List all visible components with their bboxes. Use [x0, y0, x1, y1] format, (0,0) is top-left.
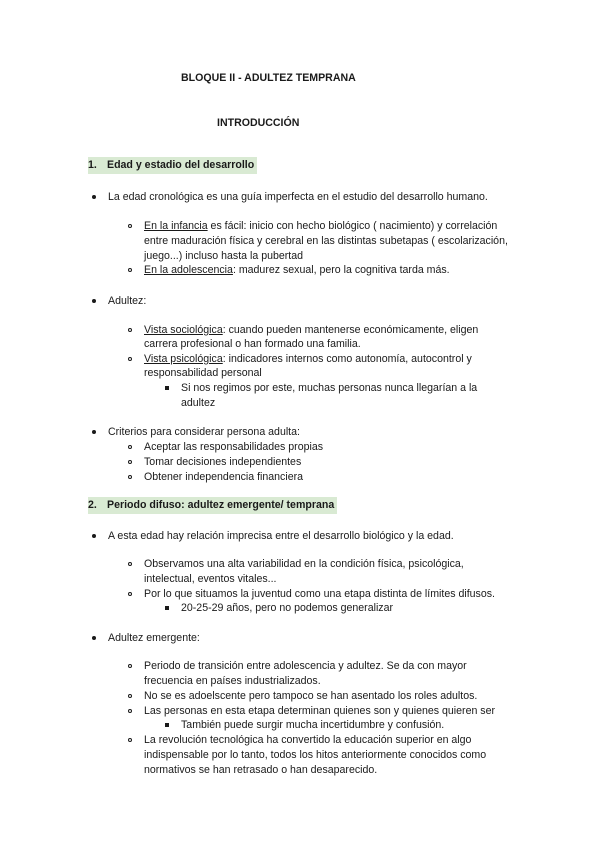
- s1-bullet-2: Adultez:: [108, 295, 147, 307]
- bullet-ring-icon: [128, 445, 132, 449]
- section-1-heading: [88, 157, 257, 174]
- s1-bullet-1: La edad cronológica es una guía imperfecta en el estudio del desarrollo humano.: [108, 191, 488, 203]
- bullet-ring-icon: [128, 268, 132, 272]
- section-2-heading: [88, 497, 337, 514]
- underlined-term: En la infancia: [144, 220, 208, 232]
- bullet-ring-icon: [128, 562, 132, 566]
- bullet-square-icon: [165, 723, 169, 727]
- s1-square-item: Si nos regimos por este, muchas personas nunca llegarían a la: [181, 382, 478, 394]
- text-span: es fácil: inicio con hecho biológico ( nacimiento) y correlación: [207, 220, 498, 232]
- criteria-item: Aceptar las responsabilidades propias: [144, 441, 324, 453]
- bullet-ring-icon: [128, 592, 132, 596]
- criteria-item: Tomar decisiones independientes: [144, 456, 302, 468]
- s1-sub-adolescencia: [144, 263, 450, 277]
- s2-square-incertidumbre: También puede surgir mucha incertidumbre y confusión.: [181, 719, 445, 731]
- bullet-ring-icon: [128, 357, 132, 361]
- bullet-ring-icon: [128, 738, 132, 742]
- bullet-ring-icon: [128, 694, 132, 698]
- bullet-dot-icon: [92, 534, 96, 538]
- s1-sub-sociologica: [144, 323, 478, 337]
- s2-sub-tecnologia-line3: normativos se han retrasado o han desaparecido.: [144, 764, 378, 776]
- s1-bullet-3: Criterios para considerar persona adulta:: [108, 426, 300, 438]
- criteria-item: Obtener independencia financiera: [144, 471, 304, 483]
- s2-sub-tecnologia-line2: indispensable por lo tanto, todos los hitos anteriormente conocidos como: [144, 749, 487, 761]
- bullet-dot-icon: [92, 195, 96, 199]
- s1-sub-psicologica: [144, 352, 472, 366]
- bullet-dot-icon: [92, 299, 96, 303]
- s2-square-edades: 20-25-29 años, pero no podemos generalizar: [181, 602, 394, 614]
- s2-bullet-2: Adultez emergente:: [108, 632, 200, 644]
- section-2-number: 2.: [88, 499, 97, 511]
- bullet-ring-icon: [128, 475, 132, 479]
- bullet-ring-icon: [128, 664, 132, 668]
- s1-square-item-line2: adultez: [181, 397, 216, 409]
- s2-sub-variabilidad: Observamos una alta variabilidad en la condición física, psicológica,: [144, 558, 464, 570]
- s2-sub-transicion-line2: frecuencia en países industrializados.: [144, 675, 321, 687]
- s1-sub-sociologica-line2: carrera profesional o han formado una familia.: [144, 338, 361, 350]
- introduction-heading: INTRODUCCIÓN: [217, 117, 300, 129]
- section-1-number: 1.: [88, 159, 97, 171]
- s1-sub-infancia-line2: entre maduración física y cerebral en las distintas subetapas ( escolarización,: [144, 235, 508, 247]
- s1-sub-infancia-line3: juego...) incluso hasta la pubertad: [144, 250, 304, 262]
- bullet-ring-icon: [128, 224, 132, 228]
- underlined-term: En la adolescencia: [144, 264, 233, 276]
- text-span: : madurez sexual, pero la cognitiva tarda más.: [232, 264, 450, 276]
- section-1-title: Edad y estadio del desarrollo: [107, 159, 255, 171]
- s1-sub-psicologica-line2: responsabilidad personal: [144, 367, 262, 379]
- s2-sub-identidad: Las personas en esta etapa determinan quienes son y quienes quieren ser: [144, 705, 496, 717]
- s2-sub-variabilidad-line2: intelectual, eventos vitales...: [144, 573, 277, 585]
- s2-sub-juventud: Por lo que situamos la juventud como una etapa distinta de límites difusos.: [144, 588, 495, 600]
- text-span: : cuando pueden mantenerse económicamente, eligen: [222, 324, 479, 336]
- bullet-dot-icon: [92, 430, 96, 434]
- bullet-dot-icon: [92, 636, 96, 640]
- document-title: BLOQUE II - ADULTEZ TEMPRANA: [181, 72, 356, 84]
- s2-sub-roles: No se es adoelscente pero tampoco se han asentado los roles adultos.: [144, 690, 478, 702]
- bullet-square-icon: [165, 606, 169, 610]
- s2-sub-transicion: Periodo de transición entre adolescencia y adultez. Se da con mayor: [144, 660, 467, 672]
- bullet-ring-icon: [128, 709, 132, 713]
- bullet-square-icon: [165, 386, 169, 390]
- bullet-ring-icon: [128, 460, 132, 464]
- s1-sub-infancia: [144, 219, 497, 233]
- underlined-term: Vista psicológica: [144, 353, 223, 365]
- bullet-ring-icon: [128, 328, 132, 332]
- underlined-term: Vista sociológica: [144, 324, 223, 336]
- section-2-title: Periodo difuso: adultez emergente/ temprana: [107, 499, 335, 511]
- text-span: : indicadores internos como autonomía, autocontrol y: [222, 353, 472, 365]
- s2-sub-tecnologia: La revolución tecnológica ha convertido la educación superior en algo: [144, 734, 472, 746]
- s2-bullet-1: A esta edad hay relación imprecisa entre el desarrollo biológico y la edad.: [108, 530, 454, 542]
